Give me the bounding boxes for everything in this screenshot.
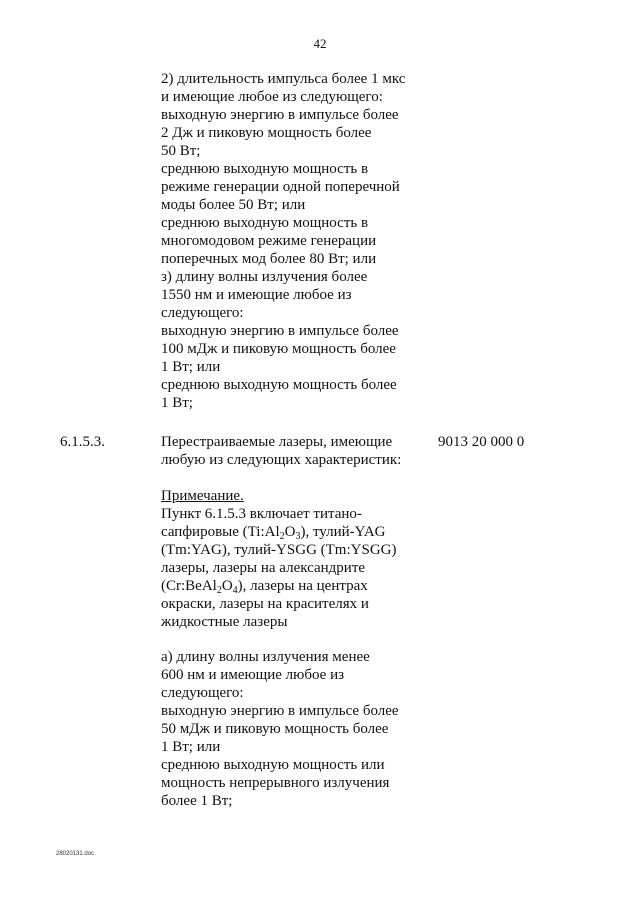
text-line: среднюю выходную мощность в [161,215,369,231]
text-line: жидкостные лазеры [161,614,288,630]
text-line: а) длину волны излучения менее [161,649,370,665]
text-line: моды более 50 Вт; или [161,197,306,213]
text-line: окраски, лазеры на красителях и [161,596,369,612]
text-line: 50 Вт; [161,143,201,159]
text-line: режиме генерации одной поперечной [161,179,400,195]
text-line: Пункт 6.1.5.3 включает титано- [161,506,362,522]
customs-code: 9013 20 000 0 [438,434,525,450]
note-heading: Примечание. [161,488,244,504]
text-line: следующего: [161,305,244,321]
text-line: более 1 Вт; [161,793,233,809]
text-line: 1 Вт; или [161,359,221,375]
text-line: 1 Вт; или [161,739,221,755]
text-line: 1550 нм и имеющие любое из [161,287,352,303]
text-line: среднюю выходную мощность в [161,161,369,177]
note-block [161,487,441,631]
item-title [161,433,441,469]
text-line: любую из следующих характеристик: [161,452,402,468]
text-line: 100 мДж и пиковую мощность более [161,341,396,357]
page-number: 42 [313,36,327,51]
text-line: 600 нм и имеющие любое из [161,667,345,683]
text-line: среднюю выходную мощность или [161,757,385,773]
text-line: среднюю выходную мощность более [161,377,397,393]
text-line: и имеющие любое из следующего: [161,89,383,105]
text-line: Перестраиваемые лазеры, имеющие [161,434,393,450]
footer-filename: 28020131.doc [56,851,95,857]
text-line: лазеры, лазеры на александрите [161,560,366,576]
text-line: выходную энергию в импульсе более [161,107,399,123]
text-line: сапфировые $(Ti:Al_2O_3)$, тулий-YAG [161,524,386,542]
text-line: выходную энергию в импульсе более [161,703,399,719]
text-line: 2 Дж и пиковую мощность более [161,125,372,141]
text-line: поперечных мод более 80 Вт; или [161,251,377,267]
continuation-text-block [161,70,441,412]
text-line: многомодовом режиме генерации [161,233,377,249]
text-line: (Tm:YAG), тулий-YSGG (Tm:YSGG) [161,542,397,558]
text-line: следующего: [161,685,244,701]
text-line: з) длину волны излучения более [161,269,368,285]
text-line: 50 мДж и пиковую мощность более [161,721,389,737]
text-line: 2) длительность импульса более 1 мкс [161,71,406,87]
text-line: мощность непрерывного излучения [161,775,390,791]
text-line: $(Cr:BeAl_2O_4)$, лазеры на центрах [161,578,368,596]
text-line: выходную энергию в импульсе более [161,323,399,339]
item-number: 6.1.5.3. [60,434,105,450]
text-line: 1 Вт; [161,395,193,411]
subitem-a-block [161,648,441,810]
